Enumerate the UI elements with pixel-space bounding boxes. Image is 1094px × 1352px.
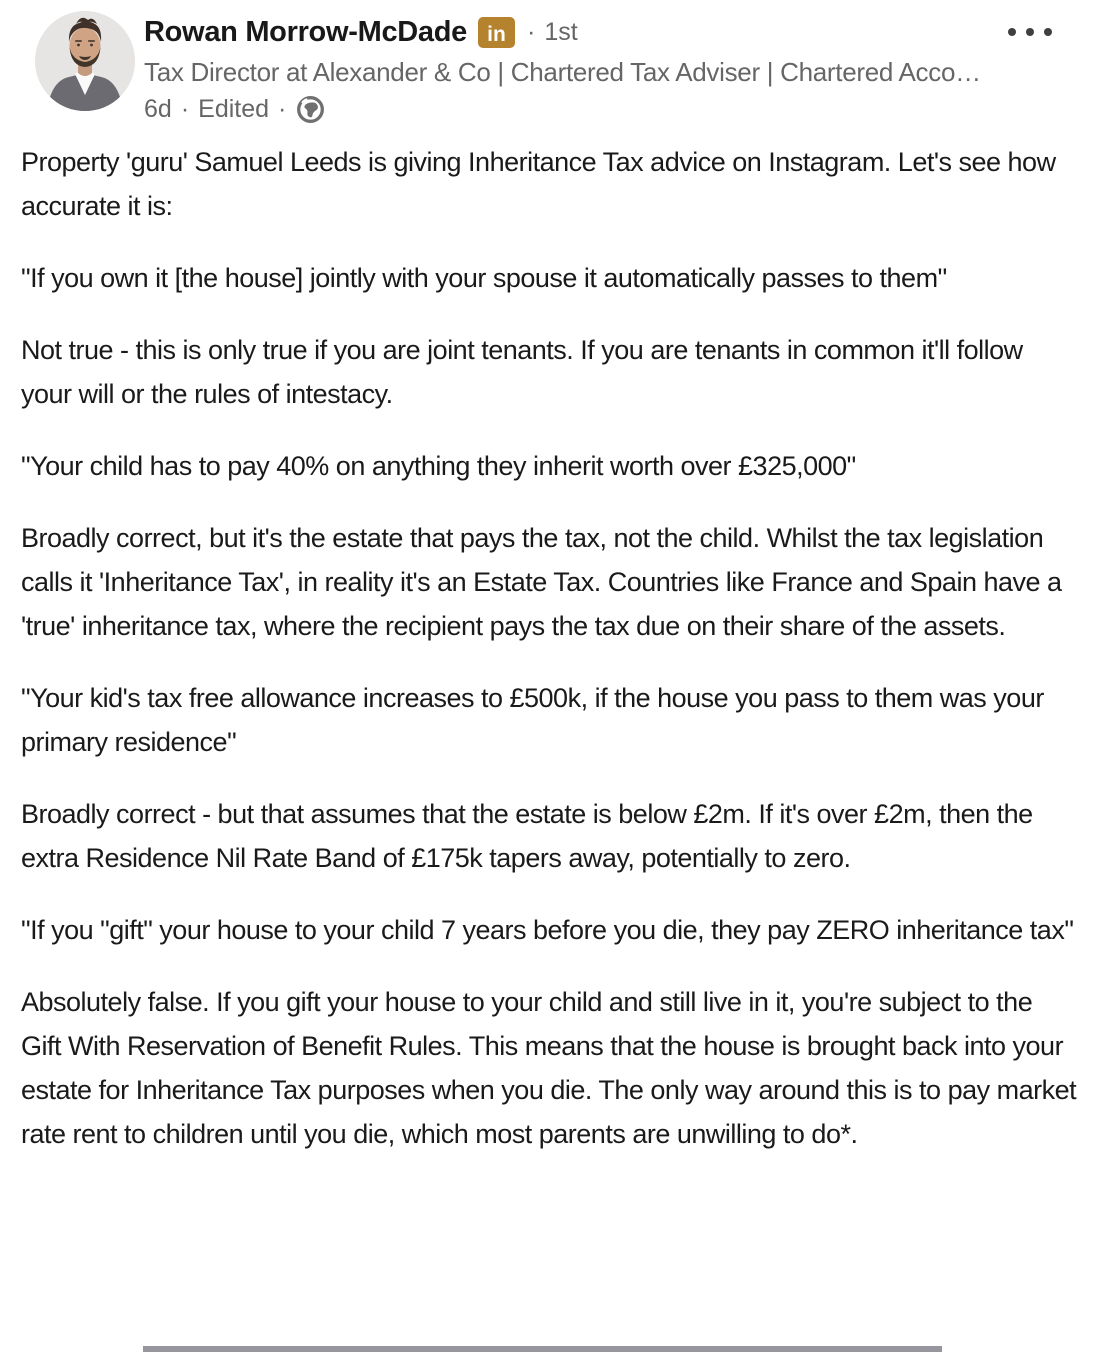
- meta-separator: ·: [278, 95, 287, 123]
- edited-label: Edited: [198, 95, 270, 123]
- dot: [1026, 28, 1034, 36]
- connection-degree: 1st: [544, 17, 578, 46]
- globe-icon: [295, 94, 326, 125]
- author-headline: Tax Director at Alexander & Co | Chartered Tax Adviser | Chartered Acco…: [144, 57, 981, 87]
- post-paragraph: "Your child has to pay 40% on anything they inherit worth over £325,000": [21, 451, 856, 481]
- ellipsis-icon: [1008, 28, 1052, 36]
- post-meta: [144, 94, 981, 125]
- dot: [1008, 28, 1016, 36]
- post-paragraph: Not true - this is only true if you are joint tenants. If you are tenants in common it'll follow your will or the rules of intestacy.: [21, 335, 1023, 409]
- post-header: [144, 14, 981, 125]
- degree-separator: ·: [527, 17, 536, 46]
- post-options-button[interactable]: [1004, 24, 1056, 40]
- attached-image-top-edge[interactable]: [143, 1346, 942, 1352]
- author-name[interactable]: Rowan Morrow-McDade: [144, 16, 467, 48]
- profile-photo-illustration: [35, 11, 135, 111]
- meta-separator: ·: [180, 95, 190, 123]
- post-paragraph: "If you own it [the house] jointly with your spouse it automatically passes to them": [21, 263, 947, 293]
- avatar[interactable]: [35, 11, 135, 111]
- post-paragraph: Broadly correct, but it's the estate that pays the tax, not the child. Whilst the tax legislation calls it 'Inheritance Tax', in reality it's an Estate Tax. Countries like France and Spain have a 'true' inheritance tax, where the recipient pays the tax due on their share of the assets.: [21, 523, 1062, 641]
- post-paragraph: "Your kid's tax free allowance increases to £500k, if the house you pass to them was your primary residence": [21, 683, 1044, 757]
- post-paragraph: Absolutely false. If you gift your house to your child and still live in it, you're subject to the Gift With Reservation of Benefit Rules. This means that the house is brought back into your estate for Inheritance Tax purposes when you die. The only way around this is to pay market rate rent to children until you die, which most parents are unwilling to do*.: [21, 987, 1077, 1149]
- post-paragraph: Broadly correct - but that assumes that the estate is below £2m. If it's over £2m, then the extra Residence Nil Rate Band of £175k tapers away, potentially to zero.: [21, 799, 1033, 873]
- author-name-row: [144, 14, 981, 50]
- post-paragraph: "If you "gift" your house to your child 7 years before you die, they pay ZERO inheritance tax": [21, 915, 1074, 945]
- dot: [1044, 28, 1052, 36]
- post-paragraph: Property 'guru' Samuel Leeds is giving Inheritance Tax advice on Instagram. Let's see how accurate it is:: [21, 147, 1056, 221]
- linkedin-premium-badge-icon: in: [478, 17, 515, 48]
- post-age: 6d: [144, 95, 172, 123]
- post-body: [21, 140, 1078, 1184]
